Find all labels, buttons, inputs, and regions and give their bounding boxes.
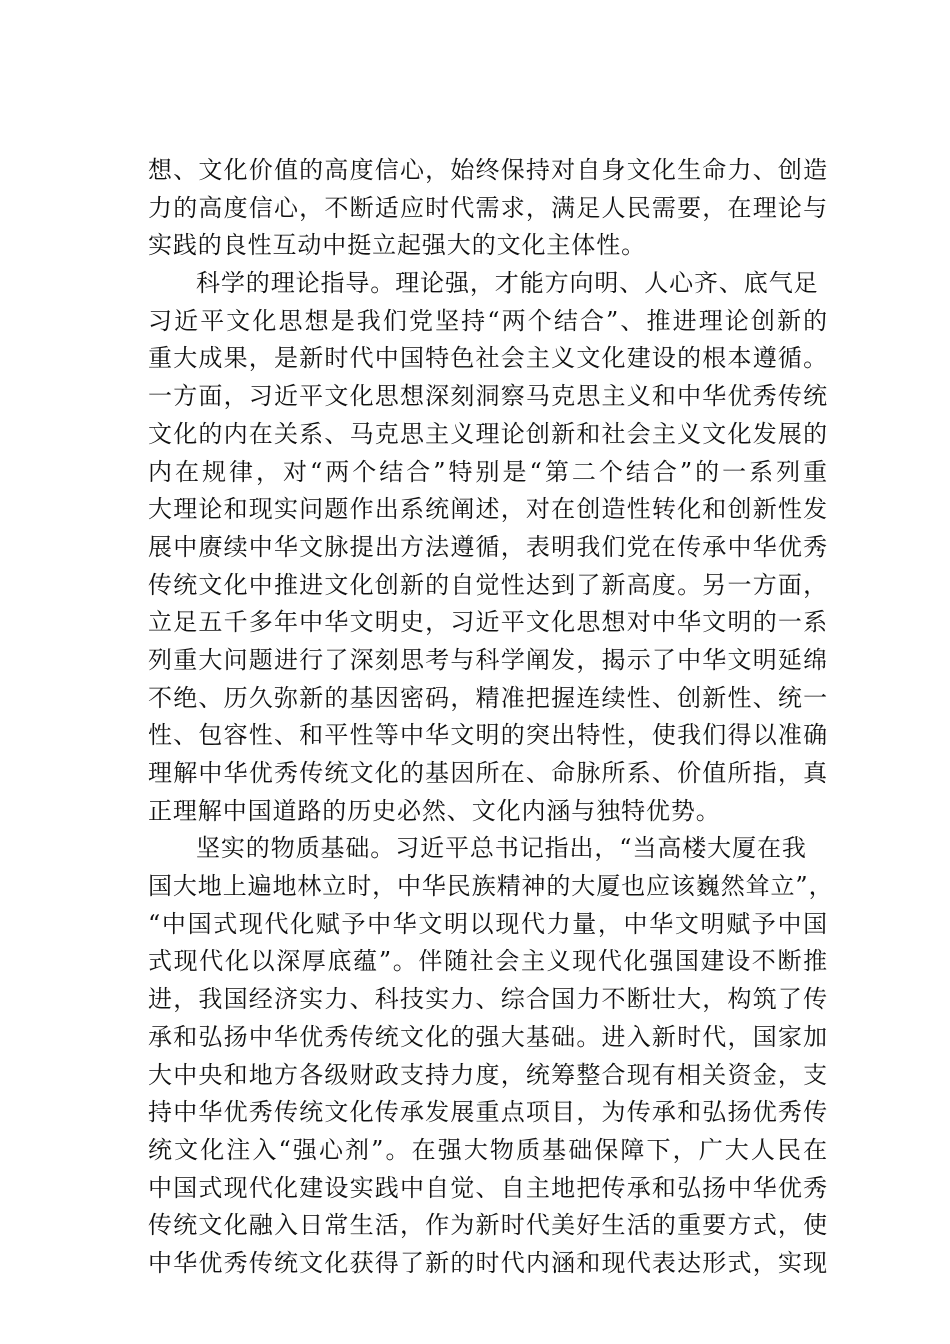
text-line: 传统文化融入日常生活，作为新时代美好生活的重要方式，使 — [148, 1211, 828, 1240]
text-line: 不绝、历久弥新的基因密码，精准把握连续性、创新性、统一 — [148, 683, 828, 712]
text-line: 立足五千多年中华文明史，习近平文化思想对中华文明的一系 — [148, 608, 828, 637]
paragraph-start-line: 科学的理论指导。理论强，才能方向明、人心齐、底气足 — [196, 269, 819, 298]
text-line: 持中华优秀传统文化传承发展重点项目，为传承和弘扬优秀传 — [148, 1098, 828, 1127]
text-line: 大中央和地方各级财政支持力度，统筹整合现有相关资金，支 — [148, 1060, 828, 1089]
text-line: 理解中华优秀传统文化的基因所在、命脉所系、价值所指，真 — [148, 759, 828, 787]
text-line: 式现代化以深厚底蕴”。伴随社会主义现代化强国建设不断推 — [148, 947, 828, 976]
text-line: “中国式现代化赋予中华文明以现代力量，中华文明赋予中国 — [148, 909, 828, 938]
text-line: 承和弘扬中华优秀传统文化的强大基础。进入新时代，国家加 — [148, 1022, 828, 1051]
paragraph-start-line: 坚实的物质基础。习近平总书记指出，“当高楼大厦在我 — [196, 834, 807, 863]
text-line: 国大地上遍地林立时，中华民族精神的大厦也应该巍然耸立”， — [148, 872, 834, 901]
text-line: 传统文化中推进文化创新的自觉性达到了新高度。另一方面， — [148, 570, 828, 599]
text-line: 中国式现代化建设实践中自觉、自主地把传承和弘扬中华优秀 — [148, 1173, 828, 1202]
text-line: 内在规律，对“两个结合”特别是“第二个结合”的一系列重 — [148, 457, 828, 486]
text-line: 力的高度信心，不断适应时代需求，满足人民需要，在理论与 — [148, 193, 828, 222]
text-line: 列重大问题进行了深刻思考与科学阐发，揭示了中华文明延绵 — [148, 645, 828, 674]
text-line: 文化的内在关系、马克思主义理论创新和社会主义文化发展的 — [148, 419, 828, 448]
text-line: 实践的良性互动中挺立起强大的文化主体性。 — [148, 231, 646, 260]
text-line: 大理论和现实问题作出系统阐述，对在创造性转化和创新性发 — [148, 495, 828, 524]
text-line: 统文化注入“强心剂”。在强大物质基础保障下，广大人民在 — [148, 1135, 828, 1164]
text-line: 重大成果，是新时代中国特色社会主义文化建设的根本遵循。 — [148, 344, 828, 373]
text-line: 一方面，习近平文化思想深刻洞察马克思主义和中华优秀传统 — [148, 382, 828, 411]
text-line: 想、文化价值的高度信心，始终保持对自身文化生命力、创造 — [148, 156, 828, 184]
text-line: 习近平文化思想是我们党坚持“两个结合”、推进理论创新的 — [148, 306, 828, 335]
body-text — [148, 152, 834, 1283]
text-line: 进，我国经济实力、科技实力、综合国力不断壮大，构筑了传 — [148, 985, 828, 1014]
text-line: 正理解中国道路的历史必然、文化内涵与独特优势。 — [148, 796, 721, 825]
text-line: 中华优秀传统文化获得了新的时代内涵和现代表达形式，实现 — [148, 1248, 828, 1277]
text-line: 性、包容性、和平性等中华文明的突出特性，使我们得以准确 — [148, 721, 828, 750]
text-line: 展中赓续中华文脉提出方法遵循，表明我们党在传承中华优秀 — [148, 532, 828, 561]
